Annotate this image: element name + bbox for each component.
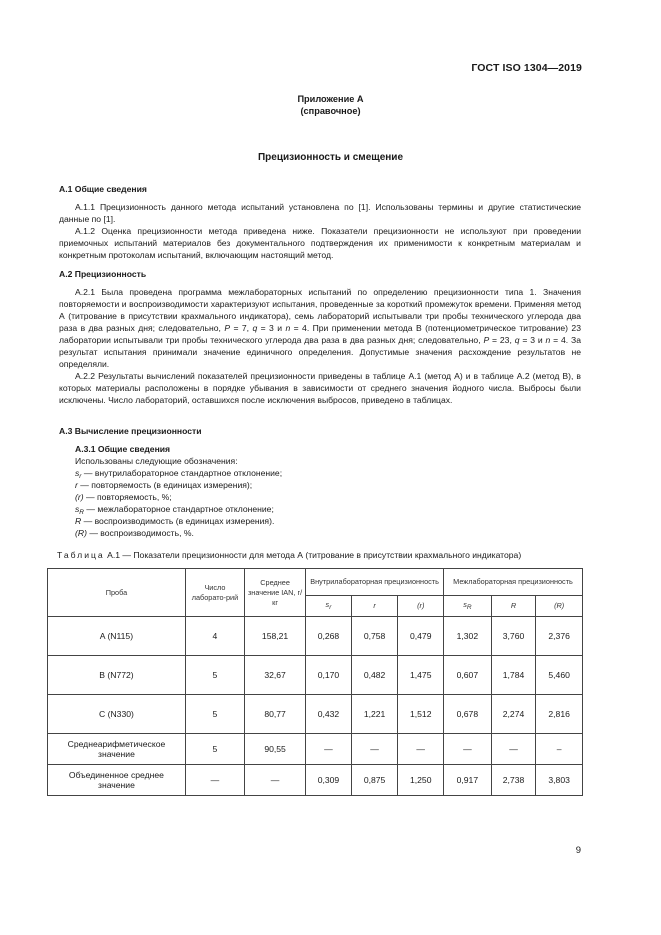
cell-R-percent: 2,816 — [536, 695, 583, 734]
cell-r: 0,482 — [351, 656, 398, 695]
cell-sample: Объединенное среднее значение — [48, 765, 186, 796]
cell-R: 3,760 — [491, 617, 536, 656]
cell-sR: 0,607 — [444, 656, 492, 695]
header-sr-subscript: r — [329, 603, 332, 611]
cell-labs: 5 — [185, 656, 244, 695]
cell-labs: — — [185, 765, 244, 796]
symbol-definition: — повторяемость (в единицах измерения); — [77, 480, 253, 490]
text-run: = 4. За результат испытания принимали значение единичного определения. Допустимые значения расхождение результатов не определяли. — [59, 335, 581, 369]
symbol: (r) — [75, 492, 84, 502]
cell-sR: 0,678 — [444, 695, 492, 734]
caption-prefix: Таблица — [57, 550, 105, 560]
header-r — [351, 596, 398, 617]
header-R-percent — [536, 596, 583, 617]
symbol-subscript: r — [79, 473, 82, 480]
section-a3-1-heading: А.3.1 Общие сведения — [75, 444, 171, 454]
symbol: r — [75, 480, 78, 490]
symbol: (R) — [75, 528, 87, 538]
cell-r-percent: 1,512 — [398, 695, 444, 734]
caption-text: А.1 — Показатели прецизионности для метода А (титрование в присутствии крахмального индикатора) — [104, 550, 522, 560]
text-run: = 7, — [230, 323, 253, 333]
header-r-percent — [398, 596, 444, 617]
cell-sr: 0,309 — [306, 765, 352, 796]
symbol-p: P — [224, 323, 231, 333]
paragraph-a2-2: А.2.2 Результаты вычислений показателей прецизионности приведены в таблице А.1 (метод А) и в таблице А.2 (метод В), в которых материалы расположены в порядке убывания в зависимости от среднего значения йодного числа. Выбросы были исключены. Число лабораторий, оставшихся после исключения выбросов, приведено в таблицах. — [59, 371, 581, 405]
annex-label: Приложение А — [297, 94, 364, 104]
cell-r: 0,758 — [351, 617, 398, 656]
page-number: 9 — [575, 845, 581, 856]
header-mean: Среднее значение IAN, г/кг — [244, 569, 305, 617]
paragraph-a1-2: А.1.2 Оценка прецизионности метода приведена ниже. Показатели прецизионности не используют при проведении приемочных испытаний материалов без документального подтверждения их применимости к конкретным материалам и конкретным протоколам испытаний, включающим настоящий метод. — [59, 226, 581, 260]
header-sR-subscript: R — [466, 603, 472, 611]
cell-R: 2,738 — [491, 765, 536, 796]
header-r-symbol: r — [373, 601, 376, 610]
cell-r: 0,875 — [351, 765, 398, 796]
text-run: А.2.1 Была проведена программа межлабораторных испытаний по определению прецизионности типа 1. Значения повторяемости и воспроизводимости характеризуют испытания, проведенные за короткий промежуток времени. Применяя метод А (титрование в присутствии крахмального индикатора), семь лабораторий испытывали три пробы технического углерода два раза в два разных дня; следовательно, — [59, 287, 581, 333]
cell-mean: — — [244, 765, 305, 796]
cell-mean: 90,55 — [244, 734, 305, 765]
symbol-definition: — межлабораторное стандартное отклонение; — [84, 504, 274, 514]
symbol-q: q — [252, 323, 258, 333]
cell-sr: 0,170 — [306, 656, 352, 695]
cell-r: 1,221 — [351, 695, 398, 734]
header-sr-symbol: s — [325, 599, 330, 609]
cell-sR: 0,917 — [444, 765, 492, 796]
symbol-definition: — повторяемость, %; — [83, 492, 172, 502]
table-caption — [57, 550, 587, 560]
annex-title: Прецизионность и смещение — [257, 152, 403, 163]
text-run: = 3 и — [257, 323, 286, 333]
cell-sr: — — [306, 734, 352, 765]
section-a2-heading: А.2 Прецизионность — [59, 269, 147, 279]
cell-sr: 0,268 — [306, 617, 352, 656]
cell-sample: Среднеарифметическое значение — [48, 734, 186, 765]
cell-r-percent: 0,479 — [398, 617, 444, 656]
symbol-line — [75, 491, 172, 503]
cell-sample: C (N330) — [48, 695, 186, 734]
text-run: = 23, — [489, 335, 515, 345]
cell-sR: 1,302 — [444, 617, 492, 656]
symbol-definition: — внутрилабораторное стандартное отклонение; — [81, 468, 283, 478]
annex-type: (справочное) — [300, 106, 361, 116]
header-R — [491, 596, 536, 617]
table-row — [48, 695, 583, 734]
precision-table — [47, 568, 583, 796]
cell-r-percent: 1,475 — [398, 656, 444, 695]
symbol-definition: — воспроизводимость (в единицах измерения). — [81, 516, 275, 526]
symbol: s — [75, 504, 80, 514]
cell-sample: B (N772) — [48, 656, 186, 695]
annex-heading — [0, 93, 661, 117]
cell-labs: 5 — [185, 734, 244, 765]
section-a3-heading: А.3 Вычисление прецизионности — [59, 426, 202, 436]
cell-R-percent: 3,803 — [536, 765, 583, 796]
table-row — [48, 765, 583, 796]
table-row — [48, 734, 583, 765]
symbol-line — [75, 515, 274, 527]
table-row — [48, 617, 583, 656]
cell-labs: 5 — [185, 695, 244, 734]
header-sR — [444, 596, 492, 617]
cell-mean: 80,77 — [244, 695, 305, 734]
cell-R: — — [491, 734, 536, 765]
symbol-n: n — [285, 323, 291, 333]
symbol-q: q — [514, 335, 520, 345]
cell-R-percent: 5,460 — [536, 656, 583, 695]
paragraph-a2-1 — [59, 286, 581, 370]
header-sR-symbol: s — [463, 599, 467, 609]
standard-number: ГОСТ ISO 1304—2019 — [471, 62, 582, 74]
cell-R-percent: 2,376 — [536, 617, 583, 656]
symbol: R — [75, 516, 82, 526]
table-header-row — [48, 569, 583, 596]
table-row — [48, 656, 583, 695]
symbol-definition: — воспроизводимость, %. — [86, 528, 194, 538]
symbol-line — [75, 479, 252, 491]
symbol-subscript: R — [79, 509, 84, 516]
symbols-intro: Использованы следующие обозначения: — [75, 456, 238, 466]
header-r-percent-symbol: (r) — [417, 601, 425, 610]
cell-mean: 32,67 — [244, 656, 305, 695]
cell-sr: 0,432 — [306, 695, 352, 734]
cell-sR: — — [444, 734, 492, 765]
text-run: = 3 и — [519, 335, 546, 345]
cell-r-percent: — — [398, 734, 444, 765]
header-sr — [306, 596, 352, 617]
section-a1-heading: А.1 Общие сведения — [59, 184, 147, 194]
header-between: Межлабораторная прецизионность — [444, 569, 583, 596]
header-R-percent-symbol: (R) — [554, 601, 565, 610]
symbol-n: n — [545, 335, 551, 345]
symbol: s — [75, 468, 80, 478]
cell-r: — — [351, 734, 398, 765]
header-within: Внутрилабораторная прецизионность — [306, 569, 444, 596]
symbol-line — [75, 527, 194, 539]
cell-R: 1,784 — [491, 656, 536, 695]
cell-R-percent: – — [536, 734, 583, 765]
header-labs: Число лаборато-рий — [185, 569, 244, 617]
paragraph-a1-1: А.1.1 Прецизионность данного метода испытаний установлена по [1]. Использованы термины и другие статистические данные по [1]. — [59, 202, 581, 224]
cell-labs: 4 — [185, 617, 244, 656]
symbol-p: P — [483, 335, 490, 345]
cell-sample: A (N115) — [48, 617, 186, 656]
header-R-symbol: R — [510, 601, 517, 610]
cell-r-percent: 1,250 — [398, 765, 444, 796]
cell-R: 2,274 — [491, 695, 536, 734]
header-sample: Проба — [48, 569, 186, 617]
cell-mean: 158,21 — [244, 617, 305, 656]
text-run: = 4. При применении метода В (потенциометрическое титрование) 23 лаборатории испытывали три пробы технического углерода два раза в два разных дня; следовательно, — [59, 323, 581, 345]
